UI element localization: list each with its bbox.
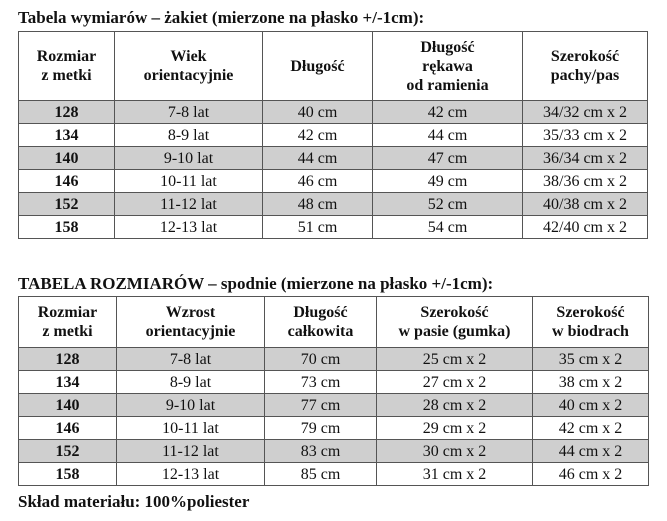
column-header-line: Długość	[290, 57, 345, 75]
column-header	[117, 297, 265, 348]
size-cell: 158	[19, 463, 117, 486]
table-cell: 42 cm	[373, 101, 523, 124]
table-cell: 42/40 cm x 2	[523, 216, 648, 239]
table-cell: 11-12 lat	[117, 440, 265, 463]
table-cell: 8-9 lat	[115, 124, 263, 147]
jacket-table-title: Tabela wymiarów – żakiet (mierzone na płasko +/-1cm):	[18, 8, 425, 27]
jacket-size-table	[18, 31, 648, 239]
header-row	[19, 32, 648, 101]
pants-table-title: TABELA ROZMIARÓW – spodnie (mierzone na płasko +/-1cm):	[18, 274, 494, 293]
table-cell: 34/32 cm x 2	[523, 101, 648, 124]
size-cell: 152	[19, 440, 117, 463]
size-cell: 140	[19, 394, 117, 417]
size-cell: 134	[19, 371, 117, 394]
table-cell: 9-10 lat	[115, 147, 263, 170]
size-cell: 134	[19, 124, 115, 147]
size-cell: 152	[19, 193, 115, 216]
jacket-table-body	[19, 101, 648, 239]
column-header-line: Szerokość	[556, 304, 625, 321]
table-cell: 52 cm	[373, 193, 523, 216]
table-cell: 54 cm	[373, 216, 523, 239]
column-header	[373, 32, 523, 101]
table-row	[19, 193, 648, 216]
column-header-line: Szerokość	[550, 48, 620, 65]
column-header-line: orientacyjnie	[145, 323, 236, 340]
column-header-line: Wiek	[170, 48, 207, 65]
column-header-line: rękawa	[422, 57, 473, 75]
table-row	[19, 124, 648, 147]
table-row	[19, 394, 649, 417]
column-header-line: od ramienia	[406, 76, 489, 94]
table-row	[19, 147, 648, 170]
table-row	[19, 170, 648, 193]
table-cell: 47 cm	[373, 147, 523, 170]
table-cell: 8-9 lat	[117, 371, 265, 394]
size-cell: 146	[19, 170, 115, 193]
table-row	[19, 371, 649, 394]
table-row	[19, 463, 649, 486]
size-cell: 146	[19, 417, 117, 440]
table-cell: 83 cm	[265, 440, 377, 463]
column-header-line: Wzrost	[165, 304, 216, 321]
column-header	[263, 32, 373, 101]
column-header-line: pachy/pas	[550, 67, 620, 84]
table-cell: 10-11 lat	[115, 170, 263, 193]
table-cell: 51 cm	[263, 216, 373, 239]
column-header-line: Szerokość	[420, 304, 489, 321]
column-header	[523, 32, 648, 101]
table-cell: 40 cm x 2	[533, 394, 649, 417]
column-header-line: całkowita	[287, 323, 354, 340]
pants-size-table	[18, 296, 649, 486]
table-cell: 44 cm x 2	[533, 440, 649, 463]
table-cell: 40 cm	[263, 101, 373, 124]
table-cell: 79 cm	[265, 417, 377, 440]
size-cell: 140	[19, 147, 115, 170]
table-cell: 36/34 cm x 2	[523, 147, 648, 170]
table-cell: 35 cm x 2	[533, 348, 649, 371]
pants-table-header	[19, 297, 649, 348]
table-row	[19, 417, 649, 440]
column-header-line: Długość	[420, 38, 475, 56]
table-cell: 7-8 lat	[115, 101, 263, 124]
jacket-table-header	[19, 32, 648, 101]
table-cell: 9-10 lat	[117, 394, 265, 417]
size-cell: 158	[19, 216, 115, 239]
column-header-line: z metki	[42, 323, 93, 340]
table-cell: 30 cm x 2	[377, 440, 533, 463]
table-cell: 42 cm	[263, 124, 373, 147]
material-composition: Skład materiału: 100%poliester	[18, 492, 250, 511]
table-row	[19, 101, 648, 124]
table-cell: 28 cm x 2	[377, 394, 533, 417]
column-header	[533, 297, 649, 348]
table-cell: 44 cm	[373, 124, 523, 147]
table-cell: 12-13 lat	[117, 463, 265, 486]
table-cell: 77 cm	[265, 394, 377, 417]
column-header-line: Długość	[293, 304, 348, 321]
pants-table-body	[19, 348, 649, 486]
table-cell: 40/38 cm x 2	[523, 193, 648, 216]
table-cell: 70 cm	[265, 348, 377, 371]
table-cell: 85 cm	[265, 463, 377, 486]
column-header-line: w pasie (gumka)	[398, 323, 511, 340]
column-header	[115, 32, 263, 101]
table-cell: 46 cm	[263, 170, 373, 193]
table-cell: 11-12 lat	[115, 193, 263, 216]
table-cell: 38 cm x 2	[533, 371, 649, 394]
table-row	[19, 216, 648, 239]
table-cell: 42 cm x 2	[533, 417, 649, 440]
table-cell: 29 cm x 2	[377, 417, 533, 440]
column-header	[19, 32, 115, 101]
table-cell: 31 cm x 2	[377, 463, 533, 486]
column-header-line: w biodrach	[552, 323, 629, 340]
table-cell: 35/33 cm x 2	[523, 124, 648, 147]
column-header-line: Rozmiar	[36, 48, 97, 65]
column-header-line: Rozmiar	[37, 304, 98, 321]
table-cell: 27 cm x 2	[377, 371, 533, 394]
table-cell: 38/36 cm x 2	[523, 170, 648, 193]
table-cell: 44 cm	[263, 147, 373, 170]
table-cell: 46 cm x 2	[533, 463, 649, 486]
table-cell: 25 cm x 2	[377, 348, 533, 371]
column-header	[19, 297, 117, 348]
table-row	[19, 348, 649, 371]
table-cell: 48 cm	[263, 193, 373, 216]
column-header-line: orientacyjnie	[143, 67, 234, 84]
table-cell: 73 cm	[265, 371, 377, 394]
table-cell: 12-13 lat	[115, 216, 263, 239]
size-cell: 128	[19, 101, 115, 124]
column-header-line: z metki	[41, 67, 92, 84]
table-cell: 49 cm	[373, 170, 523, 193]
size-cell: 128	[19, 348, 117, 371]
table-cell: 7-8 lat	[117, 348, 265, 371]
table-cell: 10-11 lat	[117, 417, 265, 440]
table-row	[19, 440, 649, 463]
column-header	[377, 297, 533, 348]
column-header	[265, 297, 377, 348]
header-row	[19, 297, 649, 348]
